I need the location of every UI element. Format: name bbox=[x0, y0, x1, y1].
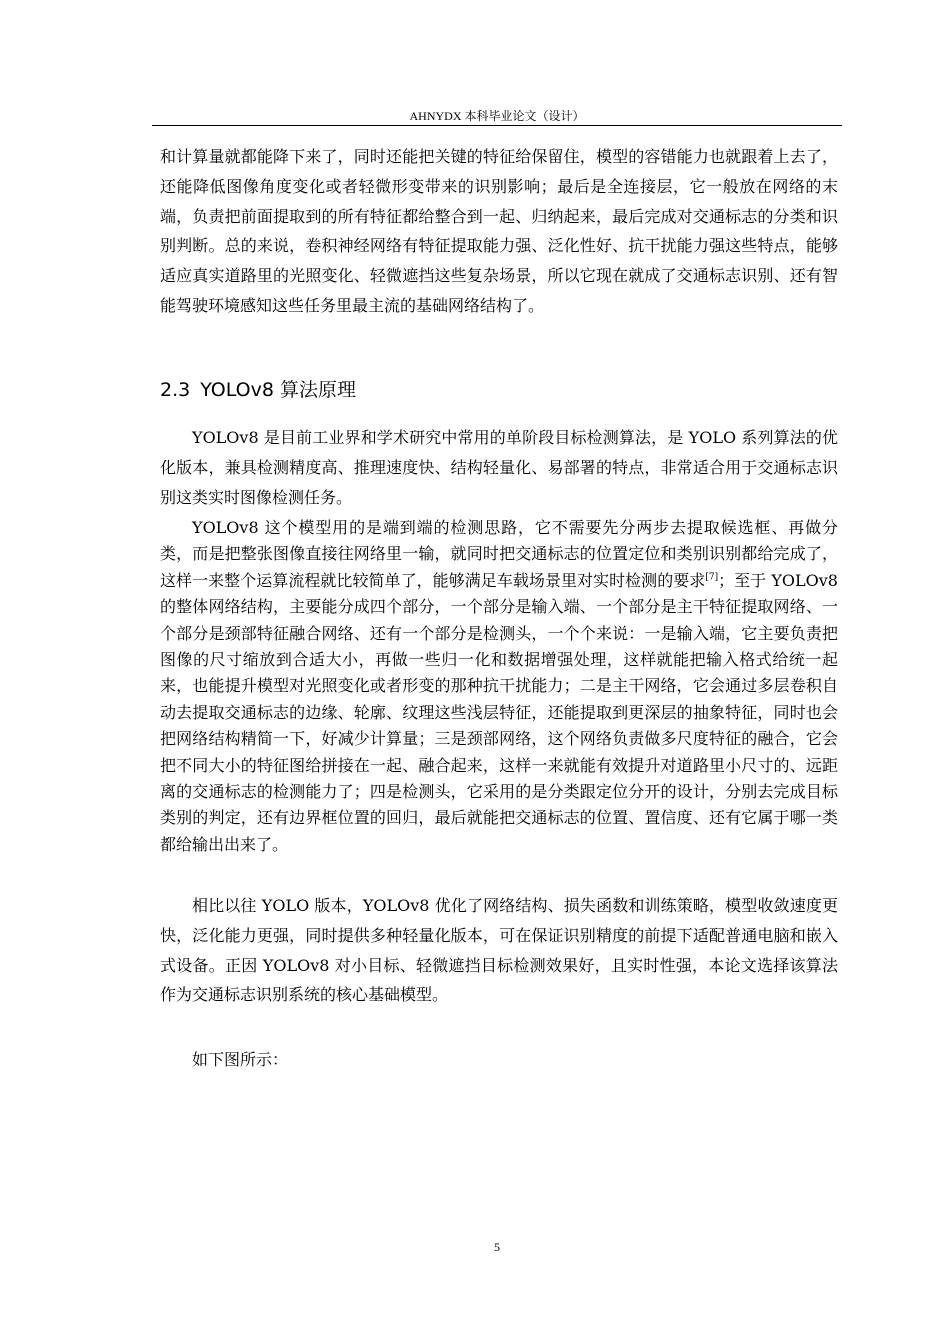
section-number: 2.3 bbox=[160, 379, 191, 401]
section-heading bbox=[160, 378, 356, 402]
page-number: 5 bbox=[494, 1240, 500, 1254]
paragraph-yolov8-structure bbox=[160, 515, 838, 858]
paragraph-figure-lead: 如下图所示： bbox=[192, 1050, 289, 1069]
paragraph-yolov8-intro: YOLOv8 是目前工业界和学术研究中常用的单阶段目标检测算法，是 YOLO 系列算法的优化版本，兼具检测精度高、推理速度快、结构轻量化、易部署的特点，非常适合用于交通标志识别这类实时图像检测任务。 bbox=[160, 428, 838, 507]
paragraph-yolov8-advantages: 相比以往 YOLO 版本，YOLOv8 优化了网络结构、损失函数和训练策略，模型收敛速度更快，泛化能力更强，同时提供多种轻量化版本，可在保证识别精度的前提下适配普通电脑和嵌入式设备。正因 YOLOv8 对小目标、轻微遮挡目标检测效果好，且实时性强，本论文选择该算法作为交通标志识别系统的核心基础模型。 bbox=[160, 896, 838, 1005]
citation-reference[interactable]: [7] bbox=[705, 572, 719, 583]
running-header: AHNYDX 本科毕业论文（设计） bbox=[409, 109, 585, 123]
paragraph-text: ；至于 YOLOv8 的整体网络结构，主要能分成四个部分，一个部分是输入端、一个部分是主干特征提取网络、一个部分是颈部特征融合网络、还有一个部分是检测头，一个个来说：一是输入端，它主要负责把图像的尺寸缩放到合适大小，再做一些归一化和数据增强处理，这样就能把输入格式给统一起来，也能提升模型对光照变化或者形变的那种抗干扰能力；二是主干网络，它会通过多层卷积自动去提取交通标志的边缘、轮廓、纹理这些浅层特征，还能提取到更深层的抽象特征，同时也会把网络结构精简一下，好减少计算量；三是颈部网络，这个网络负责做多尺度特征的融合，它会把不同大小的特征图给拼接在一起、融合起来，这样一来就能有效提升对道路里小尺寸的、远距离的交通标志的检测能力了；四是检测头，它采用的是分类跟定位分开的设计，分别去完成目标类别的判定，还有边界框位置的回归，最后就能把交通标志的位置、置信度、还有它属于哪一类都给输出出来了。 bbox=[160, 570, 838, 854]
paragraph-cnn-summary: 和计算量就都能降下来了，同时还能把关键的特征给保留住，模型的容错能力也就跟着上去了，还能降低图像角度变化或者轻微形变带来的识别影响；最后是全连接层，它一般放在网络的末端，负责把前面提取到的所有特征都给整合到一起、归纳起来，最后完成对交通标志的分类和识别判断。总的来说，卷积神经网络有特征提取能力强、泛化性好、抗干扰能力强这些特点，能够适应真实道路里的光照变化、轻微遮挡这些复杂场景，所以它现在就成了交通标志识别、还有智能驾驶环境感知这些任务里最主流的基础网络结构了。 bbox=[160, 147, 838, 315]
section-title: YOLOv8 算法原理 bbox=[200, 379, 356, 401]
header-rule bbox=[152, 125, 842, 126]
paragraph-text: YOLOv8 这个模型用的是端到端的检测思路，它不需要先分两步去提取候选框、再做分类，而是把整张图像直接往网络里一输，就同时把交通标志的位置定位和类别识别都给完成了，这样一来整个运算流程就比较简单了，能够满足车载场景里对实时检测的要求 bbox=[160, 518, 838, 590]
